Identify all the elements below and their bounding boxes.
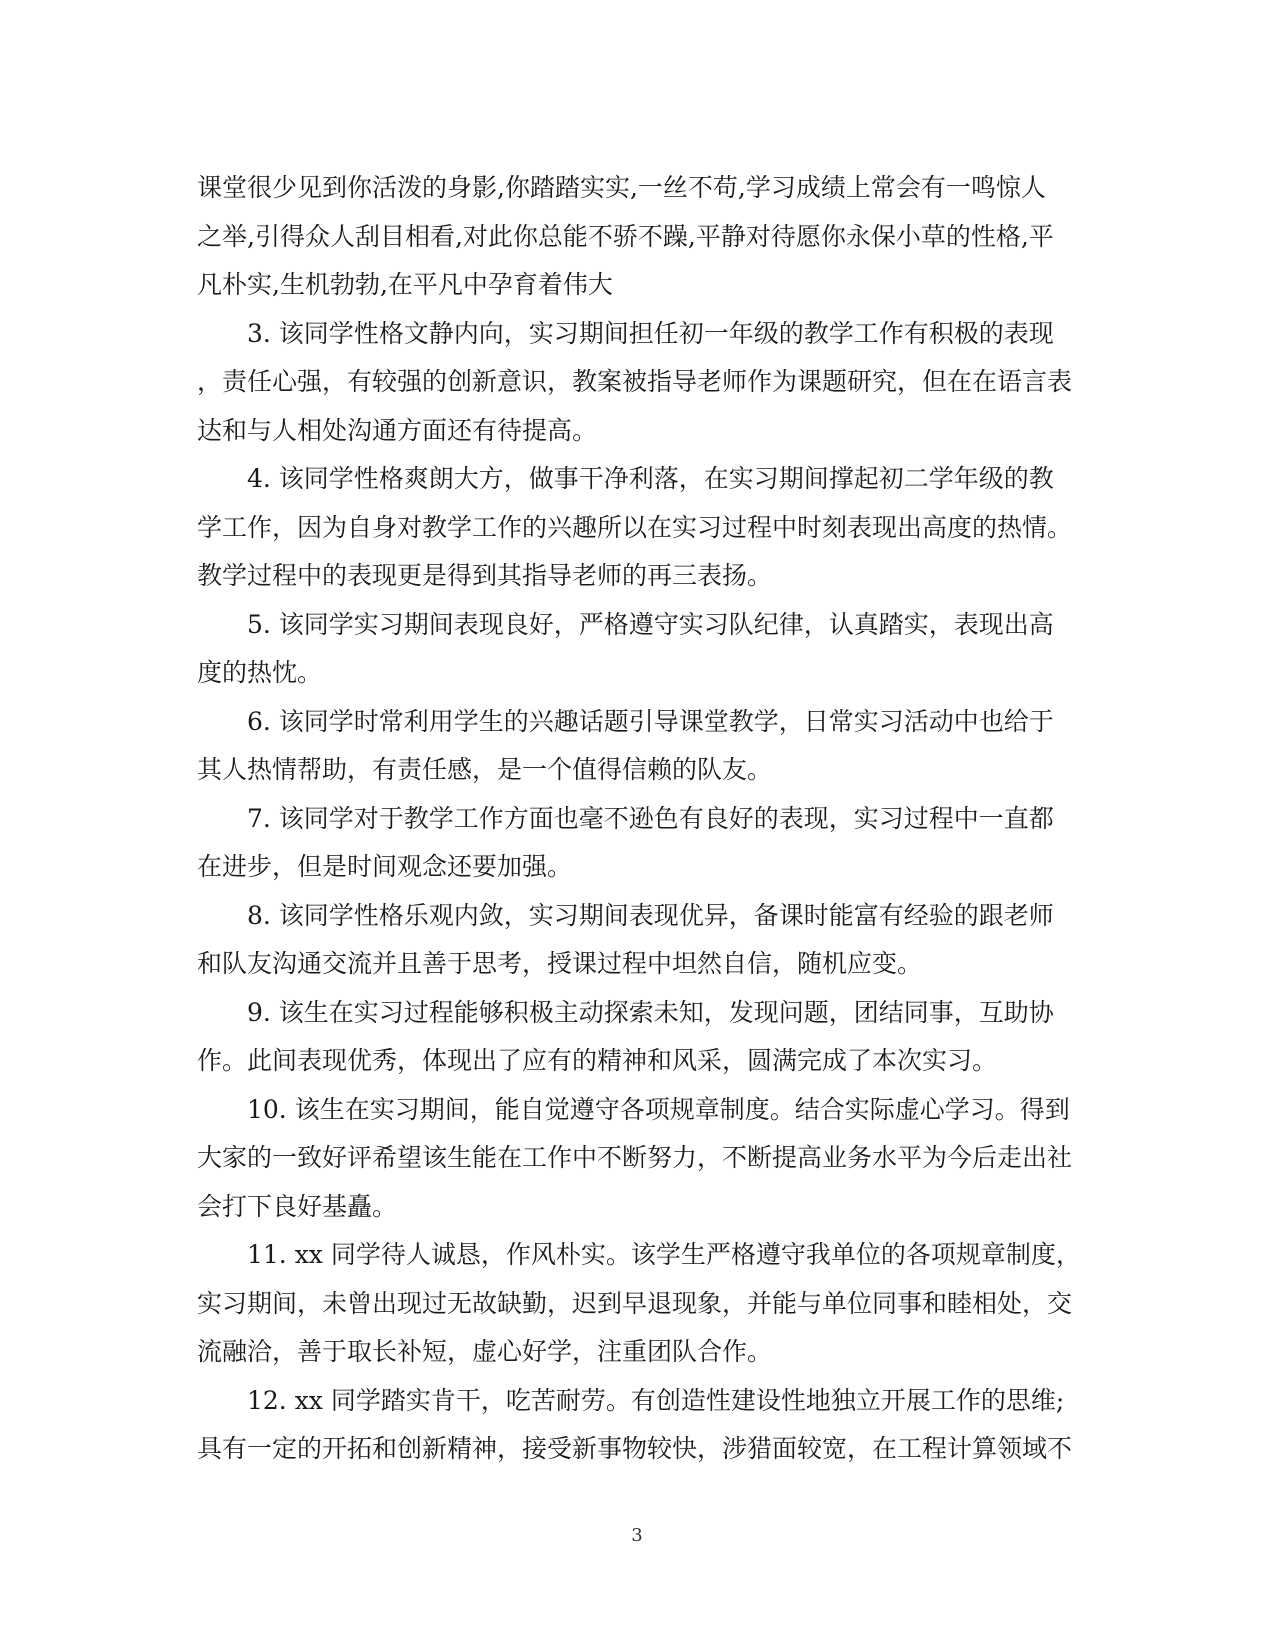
text-line: 12. xx 同学踏实肯干，吃苦耐劳。有创造性建设性地独立开展工作的思维; [247,1385,1065,1415]
paragraph-item-8 [197,892,1077,989]
text-line: 其人热情帮助，有责任感，是一个值得信赖的队友。 [197,755,773,784]
text-line: 作。此间表现优秀，体现出了应有的精神和风采，圆满完成了本次实习。 [197,1046,998,1075]
text-line: 在进步，但是时间观念还要加强。 [197,852,573,881]
text-line: 11. xx 同学待人诚恳，作风朴实。该学生严格遵守我单位的各项规章制度， [247,1240,1081,1269]
text-line: 8. 该同学性格乐观内敛，实习期间表现优异，备课时能富有经验的跟老师 [247,900,1054,930]
text-line: 3. 该同学性格文静内向，实习期间担任初一年级的教学工作有积极的表现 [247,318,1054,348]
document-body [197,164,1081,1474]
text-line: 大家的一致好评希望该生能在工作中不断努力，不断提高业务水平为今后走出社 [197,1143,1073,1172]
paragraph-item-11 [197,1231,1081,1377]
paragraph-item-9 [197,989,1077,1086]
text-line: 学工作，因为自身对教学工作的兴趣所以在实习过程中时刻表现出高度的热情。 [197,512,1073,542]
paragraph-item-4 [197,455,1077,601]
text-line: 7. 该同学对于教学工作方面也毫不逊色有良好的表现，实习过程中一直都 [247,803,1054,833]
paragraph-item-3 [197,310,1077,456]
text-line: 5. 该同学实习期间表现良好，严格遵守实习队纪律，认真踏实，表现出高 [247,609,1054,639]
text-line: 和队友沟通交流并且善于思考，授课过程中坦然自信，随机应变。 [197,949,923,978]
text-line: 流融洽，善于取长补短，虚心好学，注重团队合作。 [197,1337,773,1366]
text-line: 度的热忱。 [197,658,323,687]
text-line: 之举,引得众人刮目相看,对此你总能不骄不躁,平静对待愿你永保小草的性格,平 [197,221,1054,251]
text-line: ，责任心强，有较强的创新意识，教案被指导老师作为课题研究，但在在语言表 [197,367,1073,396]
paragraph-item-10 [197,1086,1077,1232]
text-line: 6. 该同学时常利用学生的兴趣话题引导课堂教学，日常实习活动中也给于 [247,706,1054,736]
text-line: 4. 该同学性格爽朗大方，做事干净利落，在实习期间撑起初二学年级的教 [247,464,1054,493]
text-line: 会打下良好基矗。 [197,1191,398,1221]
paragraph-item-7 [197,795,1077,892]
text-line: 9. 该生在实习过程能够积极主动探索未知，发现问题，团结同事，互助协 [247,997,1054,1027]
text-line: 具有一定的开拓和创新精神，接受新事物较快，涉猎面较宽，在工程计算领域不 [197,1434,1073,1463]
text-line: 实习期间，未曾出现过无故缺勤，迟到早退现象，并能与单位同事和睦相处，交 [197,1288,1073,1318]
paragraph-item-6 [197,698,1077,795]
text-line: 课堂很少见到你活泼的身影,你踏踏实实,一丝不苟,学习成绩上常会有一鸣惊人 [197,173,1046,202]
paragraph-continuation [197,164,1077,310]
page-number: 3 [631,1525,643,1546]
paragraph-item-12 [197,1377,1077,1474]
text-line: 达和与人相处沟通方面还有待提高。 [197,415,598,445]
text-line: 教学过程中的表现更是得到其指导老师的再三表扬。 [197,561,773,590]
text-line: 10. 该生在实习期间，能自觉遵守各项规章制度。结合实际虚心学习。得到 [247,1094,1070,1124]
paragraph-item-5 [197,601,1077,698]
text-line: 凡朴实,生机勃勃,在平凡中孕育着伟大 [197,270,613,299]
